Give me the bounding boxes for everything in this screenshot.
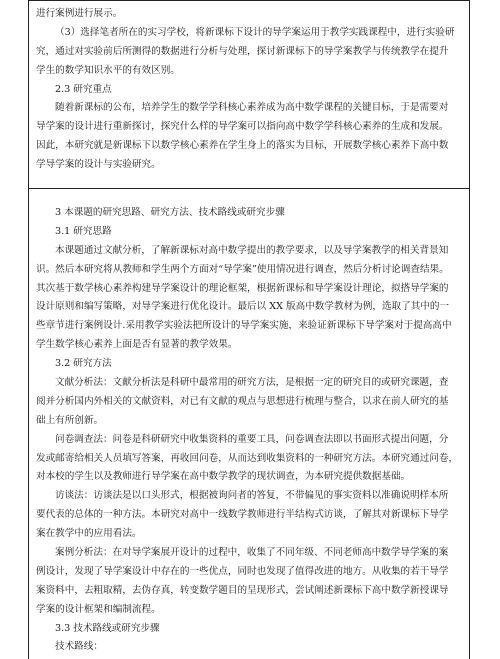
text-line: 问卷调查法：问卷是科研研究中收集资料的重要工具，问卷调查法即以书面形式提出问题，分 <box>55 433 449 445</box>
section-divider <box>28 188 470 189</box>
text-line: 3.1 研究思路 <box>55 225 112 237</box>
text-line: 学案的设计框架和编制流程。 <box>36 603 161 615</box>
text-line: 3.2 研究方法 <box>55 358 112 370</box>
text-line: 案在教学中的应用看法。 <box>36 528 142 540</box>
text-line: 3.3 技术路线或研究步骤 <box>55 622 160 634</box>
table-top-border <box>28 0 470 1</box>
text-line: 究，通过对实验前后所测得的数据进行分析与处理，探讨新课标下的导学案教学与传统教学在提升 <box>36 45 449 57</box>
section-2-text <box>36 5 462 175</box>
text-line: 案资料中，去粗取精，去伪存真，转变数学题目的呈现形式，尝试阐述新课标下高中数学新授课导 <box>36 584 449 596</box>
text-line: 因此，本研究就是新课标下以数学核心素养在学生身上的落实为目标，开展数学核心素养下高中数 <box>36 140 449 152</box>
text-line: 导学案的设计进行重新探讨，探究什么样的导学案可以指向高中数学学科核心素养的生成和发展。 <box>36 121 449 133</box>
text-line: 其次基于数学核心素养构建导学案设计的理论框架，根据新课标和导学案设计理论，拟搭导学案的 <box>36 282 449 294</box>
text-line: 学生的数学知识水平的有效区别。 <box>36 64 180 76</box>
section-3-text <box>36 204 462 657</box>
text-line: 学生数学核心素养上面是否有显著的教学效果。 <box>36 339 238 351</box>
text-line: 阅并分析国内外相关的文献资料，对已有文献的观点与思想进行梳理与整合，以求在前人研究的基 <box>36 395 449 407</box>
text-line: 识。然后本研究将从教师和学生两个方面对“导学案”使用情况进行调查，然后分析讨论调查结果。 <box>36 263 449 275</box>
text-line: 案例分析法：在对导学案展开设计的过程中，收集了不同年级、不同老师高中数学导学案的案 <box>55 547 449 559</box>
text-line: 对本校的学生以及教师进行导学案在高中数学教学的现状调查，为本研究提供数据基础。 <box>36 471 411 483</box>
text-line: 础上有所创新。 <box>36 414 104 426</box>
text-line: 访谈法：访谈法是以口头形式，根据被询问者的答复，不带偏见的事实资料以准确说明样本所 <box>55 490 449 502</box>
text-line: 设计原则和编写策略，对导学案进行优化设计。最后以 XX 版高中数学教材为例，选取了其中的一 <box>36 301 450 313</box>
text-line: 2.3 研究重点 <box>55 83 112 95</box>
text-line: 本课题通过文献分析，了解新课标对高中数学提出的教学要求，以及导学案教学的相关背景知 <box>55 244 449 256</box>
text-line: 些章节进行案例设计.采用教学实验法把所设计的导学案实施，来验证新课标下导学案对于提高高中 <box>36 320 452 332</box>
text-line: 随着新课标的公布，培养学生的数学学科核心素养成为高中数学课程的关键目标，于是需要对 <box>55 102 449 114</box>
text-line: 发或邮寄给相关人员填写答案，再收回问卷，从而达到收集资料的一种研究方法。本研究通过问卷， <box>36 452 459 464</box>
text-line: 例设计，发现了导学案设计中存在的一些优点，同时也发现了值得改进的地方。从收集的若干导学 <box>36 565 449 577</box>
text-line: 学导学案的设计与实验研究。 <box>36 159 161 171</box>
text-line: 进行案例进行展示。 <box>36 8 123 19</box>
text-line: 3 本课题的研究思路、研究方法、技术路线或研究步骤 <box>55 207 285 218</box>
text-line: 文献分析法：文献分析法是科研中最常用的研究方法，是根据一定的研究目的或研究课题，查 <box>55 377 449 389</box>
text-line: 技术路线： <box>55 641 103 653</box>
text-line: （3）选择笔者所在的实习学校，将新课标下设计的导学案运用于教学实践课程中，进行实验研 <box>55 26 455 38</box>
text-line: 要代表的总体的一种方法。本研究对高中一线数学教师进行半结构式访谈，了解其对新课标下导学 <box>36 509 449 521</box>
